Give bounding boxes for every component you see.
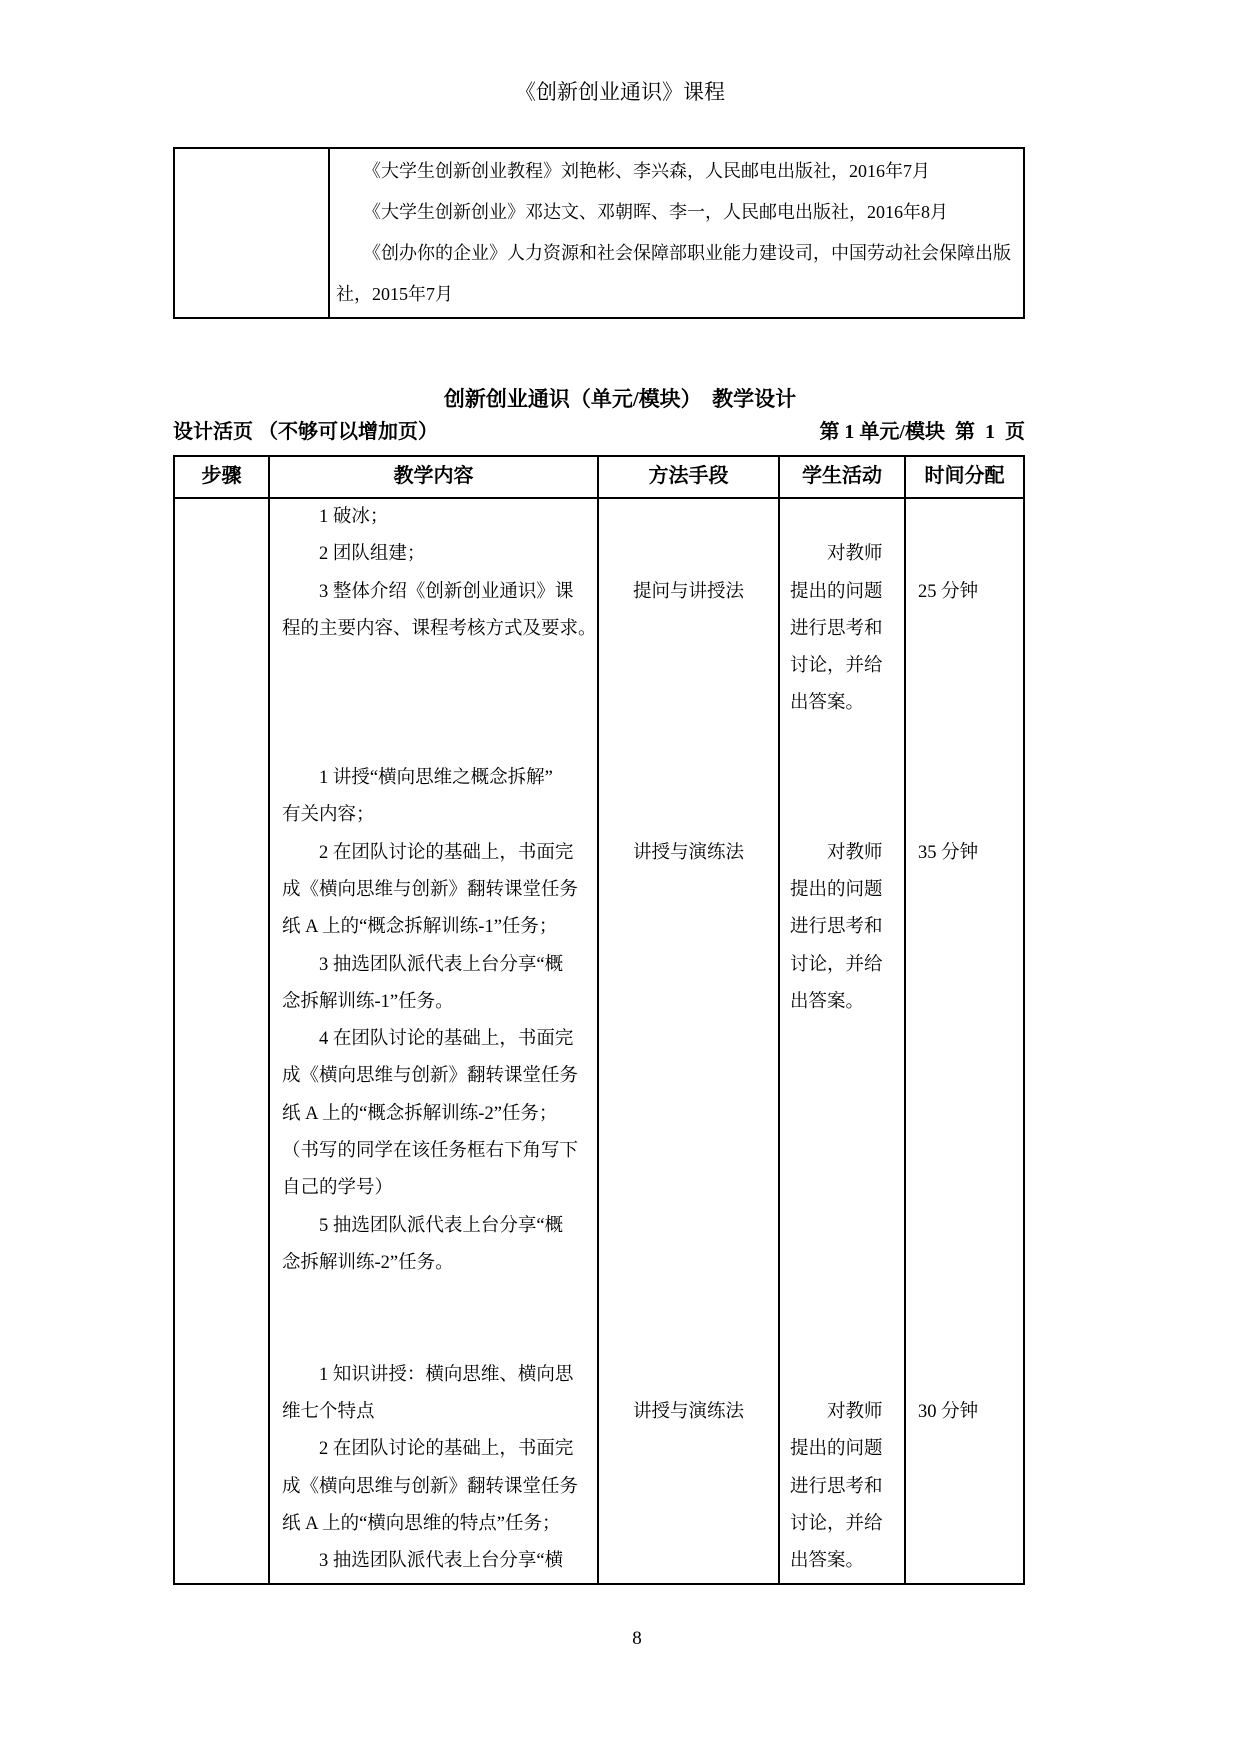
text-line	[918, 1431, 1011, 1468]
text-line: 纸 A 上的“概念拆解训练-2”任务；	[282, 1103, 558, 1124]
text-line: 自己的学号）	[282, 1178, 394, 1199]
text-line	[282, 723, 585, 760]
text-line: 3 整体介绍《创新创业通识》课	[282, 581, 574, 602]
references-list-cell	[330, 149, 1023, 317]
text-line	[599, 1021, 778, 1058]
text-line	[599, 872, 778, 909]
time-allocation-cell	[906, 499, 1023, 1583]
text-line: 纸 A 上的“横向思维的特点”任务；	[282, 1514, 561, 1535]
text-line: 进行思考和	[790, 917, 883, 938]
text-line	[918, 872, 1011, 909]
text-line: 4 在团队讨论的基础上，书面完	[282, 1029, 574, 1050]
text-line: 成《横向思维与创新》翻转课堂任务	[282, 879, 579, 900]
text-line	[599, 1320, 778, 1357]
text-line	[599, 1543, 778, 1580]
col-header-teaching-content: 教学内容	[270, 457, 599, 497]
text-line: 成《横向思维与创新》翻转课堂任务	[282, 1476, 579, 1497]
text-line	[918, 797, 1011, 834]
text-line	[790, 1320, 894, 1357]
text-line	[918, 1096, 1011, 1133]
text-line	[918, 1469, 1011, 1506]
text-line	[918, 947, 1011, 984]
text-line	[918, 1245, 1011, 1282]
text-line	[918, 1170, 1011, 1207]
text-line: 出答案。	[790, 1551, 865, 1572]
text-line	[918, 1357, 1011, 1394]
text-line: 1 破冰；	[282, 507, 389, 527]
text-line: 讨论，并给	[790, 656, 883, 677]
text-line: 30 分钟	[918, 1402, 979, 1423]
references-table	[173, 147, 1025, 319]
col-header-student-activity: 学生活动	[780, 457, 906, 497]
section-title: 创新创业通识（单元/模块） 教学设计	[443, 387, 797, 411]
text-line: 《大学生创新创业教程》刘艳彬、李兴森，人民邮电出版社，2016年7月	[336, 161, 930, 181]
text-line	[599, 611, 778, 648]
text-line	[790, 1058, 894, 1095]
text-line: 提出的问题	[790, 1439, 883, 1460]
col-header-steps: 步骤	[175, 457, 270, 497]
text-line: 念拆解训练-1”任务。	[282, 991, 454, 1012]
text-line: 5 抽选团队派代表上台分享“概	[282, 1215, 564, 1236]
page-number: 8	[632, 1628, 642, 1649]
text-line: 对教师	[790, 1402, 883, 1423]
steps-cell	[175, 499, 270, 1583]
text-line: 1 知识讲授：横向思维、横向思	[282, 1364, 574, 1385]
text-line	[790, 1170, 894, 1207]
student-activity-cell	[780, 499, 906, 1583]
text-line: 提问与讲授法	[632, 581, 744, 602]
text-line	[790, 723, 894, 760]
text-line: 进行思考和	[790, 1476, 883, 1497]
text-line	[599, 1096, 778, 1133]
text-line	[918, 648, 1011, 685]
text-line	[918, 499, 1011, 536]
text-line: 35 分钟	[918, 842, 979, 863]
text-line	[599, 797, 778, 834]
design-page-right-note: 第 1 单元/模块 第 1 页	[819, 421, 1025, 443]
text-line	[599, 760, 778, 797]
text-line	[790, 1021, 894, 1058]
text-line: 2 在团队讨论的基础上，书面完	[282, 1439, 574, 1460]
text-line	[599, 723, 778, 760]
text-line	[918, 1133, 1011, 1170]
text-line: 25 分钟	[918, 581, 979, 602]
text-line	[918, 1208, 1011, 1245]
text-line: 纸 A 上的“概念拆解训练-1”任务；	[282, 917, 558, 938]
text-line	[599, 536, 778, 573]
text-line	[599, 685, 778, 722]
text-line	[282, 685, 585, 722]
text-line	[918, 611, 1011, 648]
text-line: 出答案。	[790, 991, 865, 1012]
text-line: 程的主要内容、课程考核方式及要求。	[282, 618, 597, 639]
text-line: 讲授与演练法	[632, 842, 744, 863]
text-line: 维七个特点	[282, 1402, 375, 1423]
text-line	[790, 1133, 894, 1170]
lesson-table-header-row	[175, 457, 1023, 499]
text-line	[599, 1357, 778, 1394]
text-line: 《大学生创新创业》邓达文、邓朝晖、李一，人民邮电出版社，2016年8月	[336, 202, 948, 222]
text-line	[918, 909, 1011, 946]
text-line	[790, 1208, 894, 1245]
text-line: 进行思考和	[790, 618, 883, 639]
text-line	[790, 797, 894, 834]
text-line	[282, 1282, 585, 1319]
text-line	[918, 1543, 1011, 1580]
text-line	[599, 1170, 778, 1207]
teaching-content-cell	[270, 499, 599, 1583]
text-line: 讨论，并给	[790, 1514, 883, 1535]
text-line	[790, 1096, 894, 1133]
references-empty-cell	[175, 149, 330, 317]
design-page-row	[173, 419, 1025, 445]
text-line	[790, 499, 894, 536]
text-line	[599, 1058, 778, 1095]
text-line	[599, 499, 778, 536]
text-line: 念拆解训练-2”任务。	[282, 1252, 454, 1273]
text-line: 2 在团队讨论的基础上，书面完	[282, 842, 574, 863]
text-line: 2 团队组建；	[282, 544, 426, 565]
text-line	[918, 1506, 1011, 1543]
text-line	[599, 984, 778, 1021]
text-line	[282, 648, 585, 685]
document-title: 《创新创业通识》课程	[515, 80, 725, 104]
text-line: 《创办你的企业》人力资源和社会保障部职业能力建设司，中国劳动社会保障出版	[336, 243, 1011, 263]
text-line: 成《横向思维与创新》翻转课堂任务	[282, 1066, 579, 1087]
lesson-table-body-row	[175, 499, 1023, 1583]
text-line	[599, 1208, 778, 1245]
text-line: 提出的问题	[790, 879, 883, 900]
text-line	[918, 1021, 1011, 1058]
text-line	[599, 909, 778, 946]
text-line	[599, 1506, 778, 1543]
text-line	[918, 685, 1011, 722]
text-line: 讨论，并给	[790, 954, 883, 975]
text-line: 3 抽选团队派代表上台分享“概	[282, 954, 564, 975]
lesson-plan-table	[173, 455, 1025, 1585]
text-line: 提出的问题	[790, 581, 883, 602]
col-header-method: 方法手段	[599, 457, 780, 497]
text-line: 对教师	[790, 842, 883, 863]
text-line	[918, 536, 1011, 573]
text-line	[918, 1320, 1011, 1357]
text-line: 讲授与演练法	[632, 1402, 744, 1423]
design-page-left-note: 设计活页 （不够可以增加页）	[173, 421, 438, 443]
text-line	[282, 1320, 585, 1357]
text-line	[599, 1431, 778, 1468]
text-line	[599, 947, 778, 984]
text-line	[599, 1282, 778, 1319]
text-line	[918, 1058, 1011, 1095]
text-line: 对教师	[790, 544, 883, 565]
text-line: 社，2015年7月	[336, 284, 453, 304]
text-line	[599, 1245, 778, 1282]
text-line: （书写的同学在该任务框右下角写下	[282, 1141, 579, 1162]
text-line	[918, 760, 1011, 797]
text-line: 3 抽选团队派代表上台分享“横	[282, 1551, 564, 1572]
text-line	[918, 723, 1011, 760]
text-line: 出答案。	[790, 693, 865, 714]
text-line	[790, 760, 894, 797]
text-line	[918, 1282, 1011, 1319]
text-line	[599, 1133, 778, 1170]
text-line: 1 讲授“横向思维之概念拆解”	[282, 768, 553, 789]
text-line	[599, 648, 778, 685]
text-line	[790, 1282, 894, 1319]
text-line	[790, 1245, 894, 1282]
text-line	[599, 1469, 778, 1506]
text-line	[918, 984, 1011, 1021]
method-cell	[599, 499, 780, 1583]
text-line	[790, 1357, 894, 1394]
text-line: 有关内容；	[282, 805, 375, 826]
col-header-time-allocation: 时间分配	[924, 465, 1005, 487]
